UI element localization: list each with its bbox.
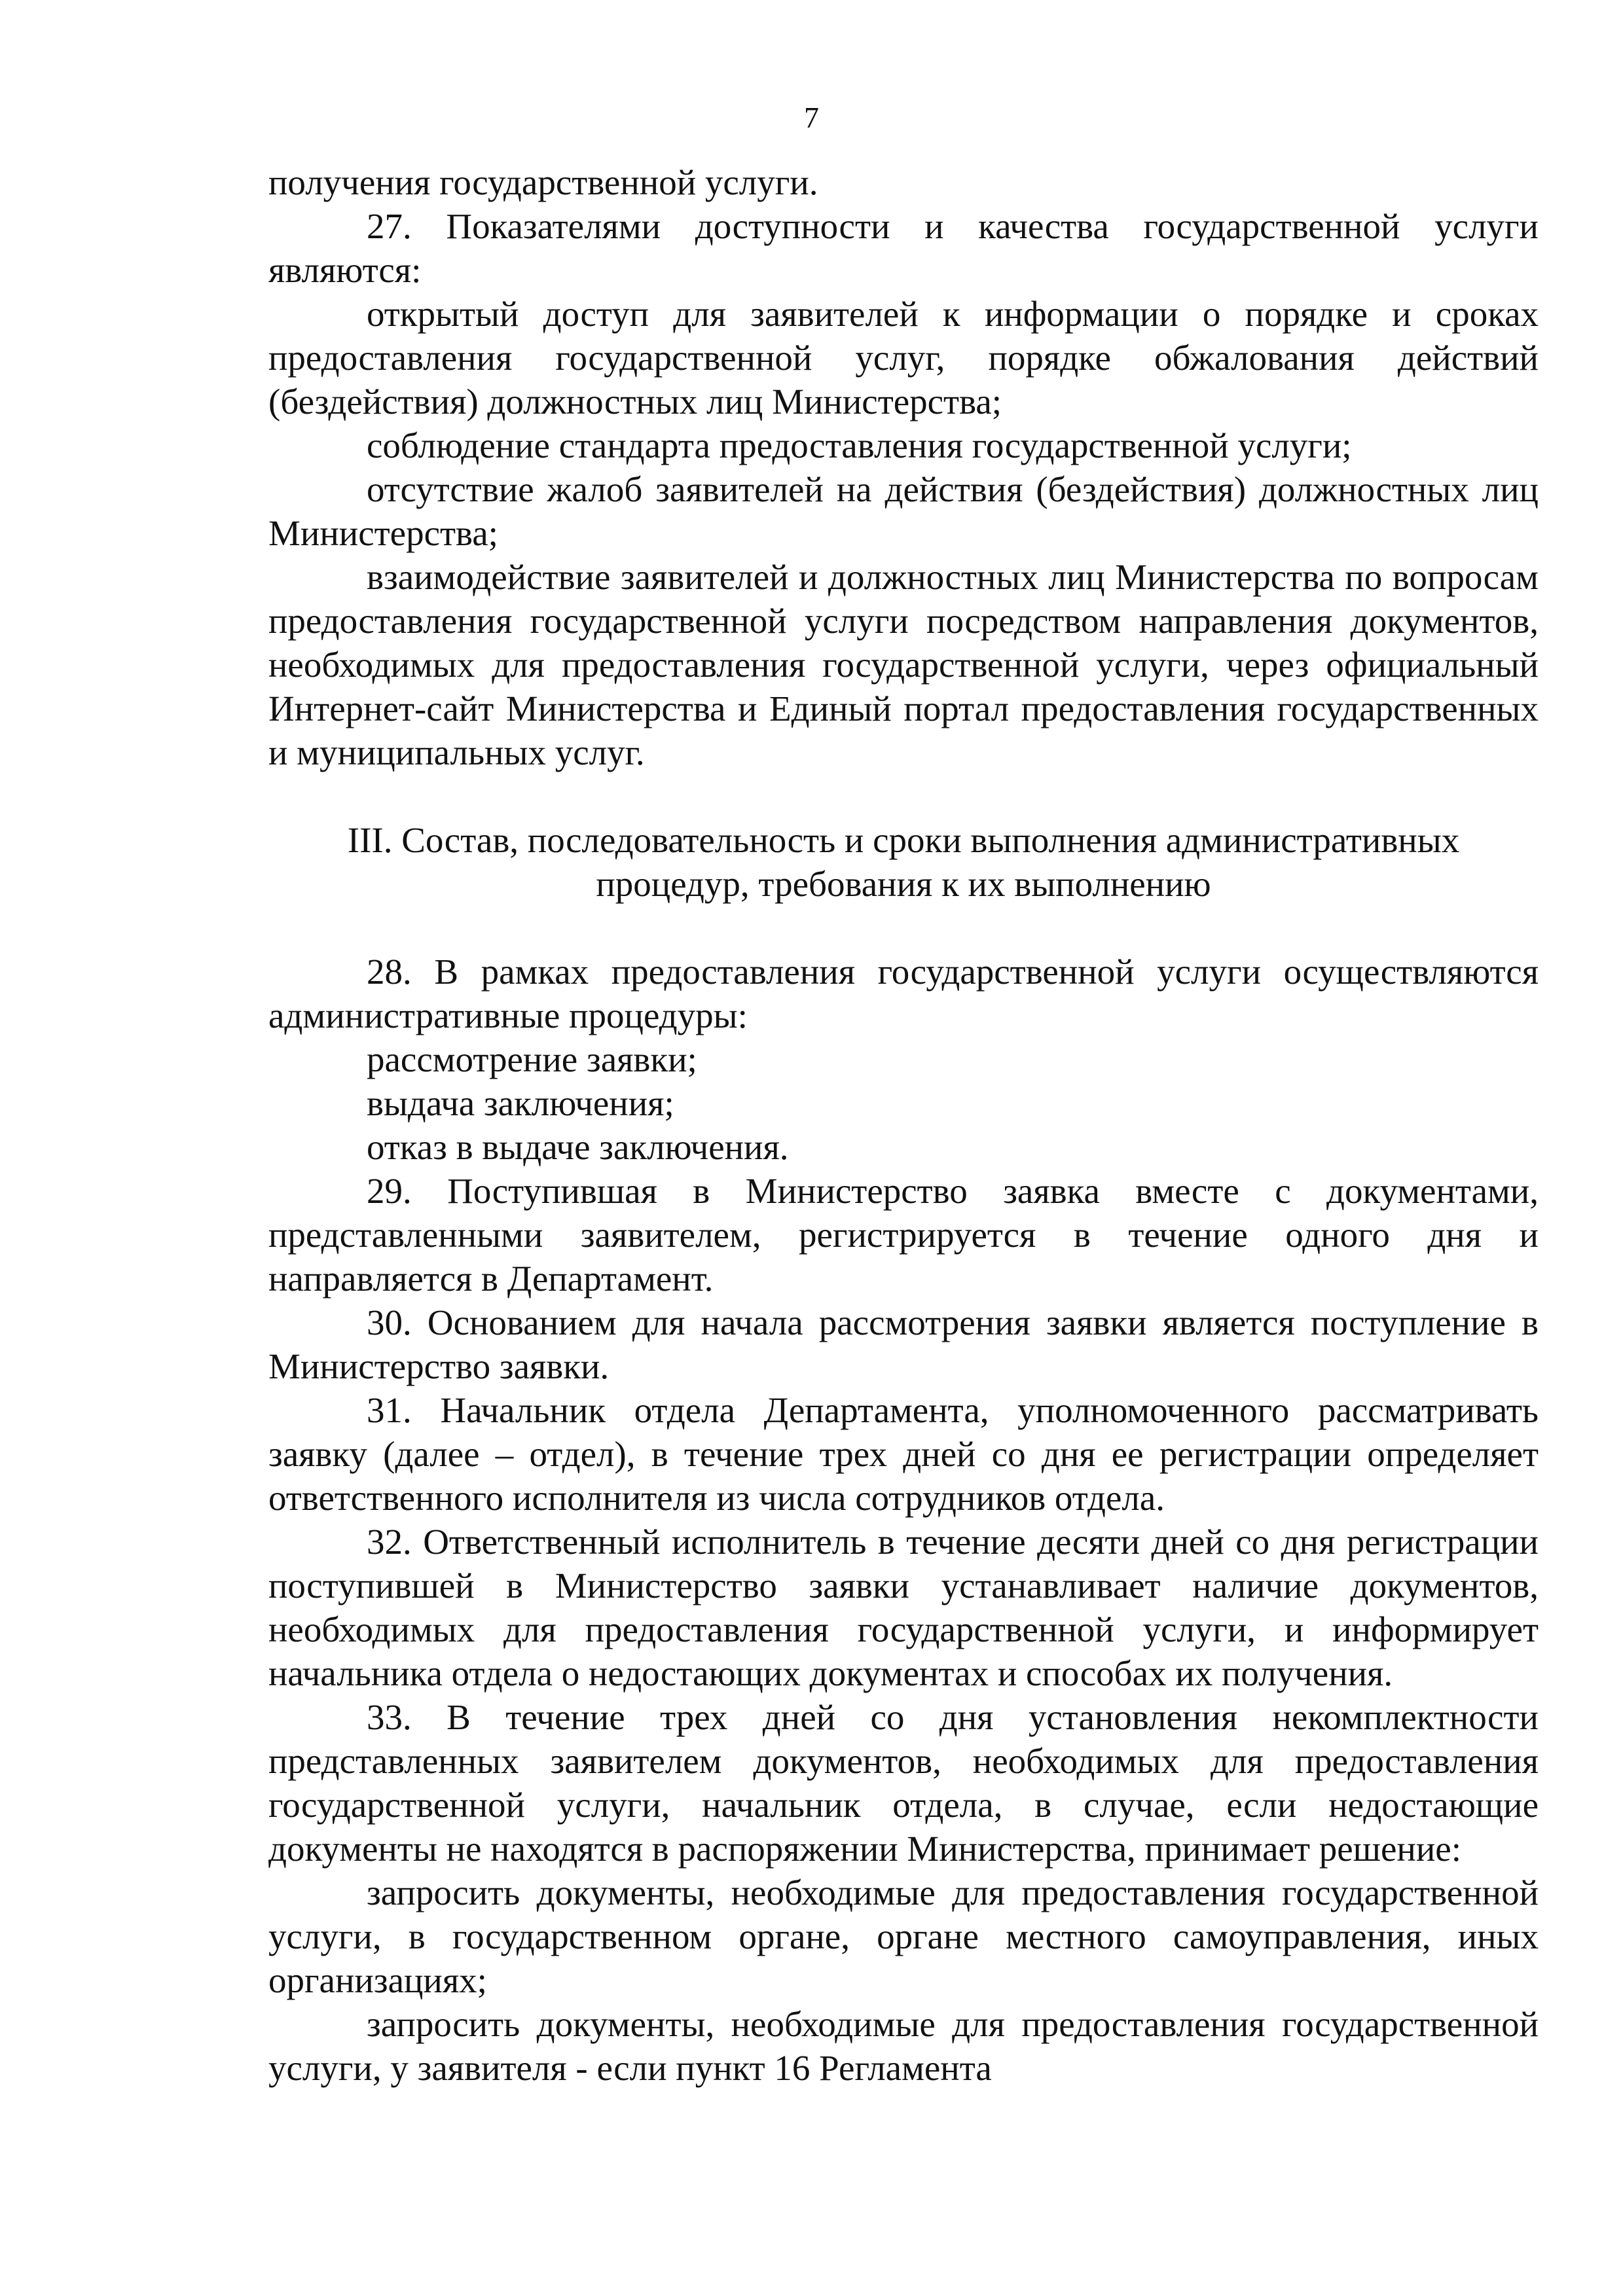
list-item-review: рассмотрение заявки; [367, 1039, 697, 1079]
list-item-refusal: отказ в выдаче заключения. [367, 1127, 789, 1167]
paragraph-standard-compliance: соблюдение стандарта предоставления государственной услуги; [367, 425, 1352, 465]
paragraph-request-agencies: запросить документы, необходимые для предоставления государственной услуги, в государственном органе, органе местного самоуправления, иных организациях; [268, 1873, 1539, 2000]
paragraph-29: 29. Поступившая в Министерство заявка вместе с документами, представленными заявителем, регистрируется в течение одного дня и направляется в Департамент. [268, 1171, 1539, 1299]
paragraph-request-applicant: запросить документы, необходимые для предоставления государственной услуги, у заявителя - если пункт 16 Регламента [268, 2004, 1539, 2088]
paragraph-28: 28. В рамках предоставления государственной услуги осуществляются административные процедуры: [268, 952, 1539, 1035]
page-number: 7 [804, 101, 819, 134]
paragraph-33: 33. В течение трех дней со дня установления некомплектности представленных заявителем документов, необходимых для предоставления государственной услуги, начальник отдела, в случае, если недостающие документы не находятся в распоряжении Министерства, принимает решение: [268, 1697, 1539, 1869]
paragraph-no-complaints: отсутствие жалоб заявителей на действия (бездействия) должностных лиц Министерства; [268, 469, 1539, 553]
list-item-issue: выдача заключения; [367, 1083, 674, 1123]
section-heading-line-1: III. Состав, последовательность и сроки выполнения административных [347, 820, 1460, 860]
paragraph-32: 32. Ответственный исполнитель в течение десяти дней со дня регистрации поступившей в Министерство заявки устанавливает наличие документов, необходимых для предоставления государственной услуги, и информирует начальника отдела о недостающих документах и способах их получения. [268, 1522, 1539, 1693]
paragraph-continuation: получения государственной услуги. [268, 162, 818, 202]
document-body [268, 160, 1539, 2090]
paragraph-open-access: открытый доступ для заявителей к информации о порядке и сроках предоставления государственной услуг, порядке обжалования действий (бездействия) должностных лиц Министерства; [268, 294, 1539, 422]
paragraph-interaction: взаимодействие заявителей и должностных лиц Министерства по вопросам предоставления государственной услуги посредством направления документов, необходимых для предоставления государственной услуги, через официальный Интернет-сайт Министерства и Единый портал предоставления государственных и муниципальных услуг. [268, 557, 1539, 772]
paragraph-27: 27. Показателями доступности и качества государственной услуги являются: [268, 206, 1539, 290]
section-heading-line-2: процедур, требования к их выполнению [596, 864, 1211, 904]
paragraph-31: 31. Начальник отдела Департамента, уполномоченного рассматривать заявку (далее – отдел), в течение трех дней со дня ее регистрации определяет ответственного исполнителя из числа сотрудников отдела. [268, 1390, 1539, 1518]
section-heading [268, 818, 1539, 906]
paragraph-30: 30. Основанием для начала рассмотрения заявки является поступление в Министерство заявки. [268, 1302, 1539, 1386]
